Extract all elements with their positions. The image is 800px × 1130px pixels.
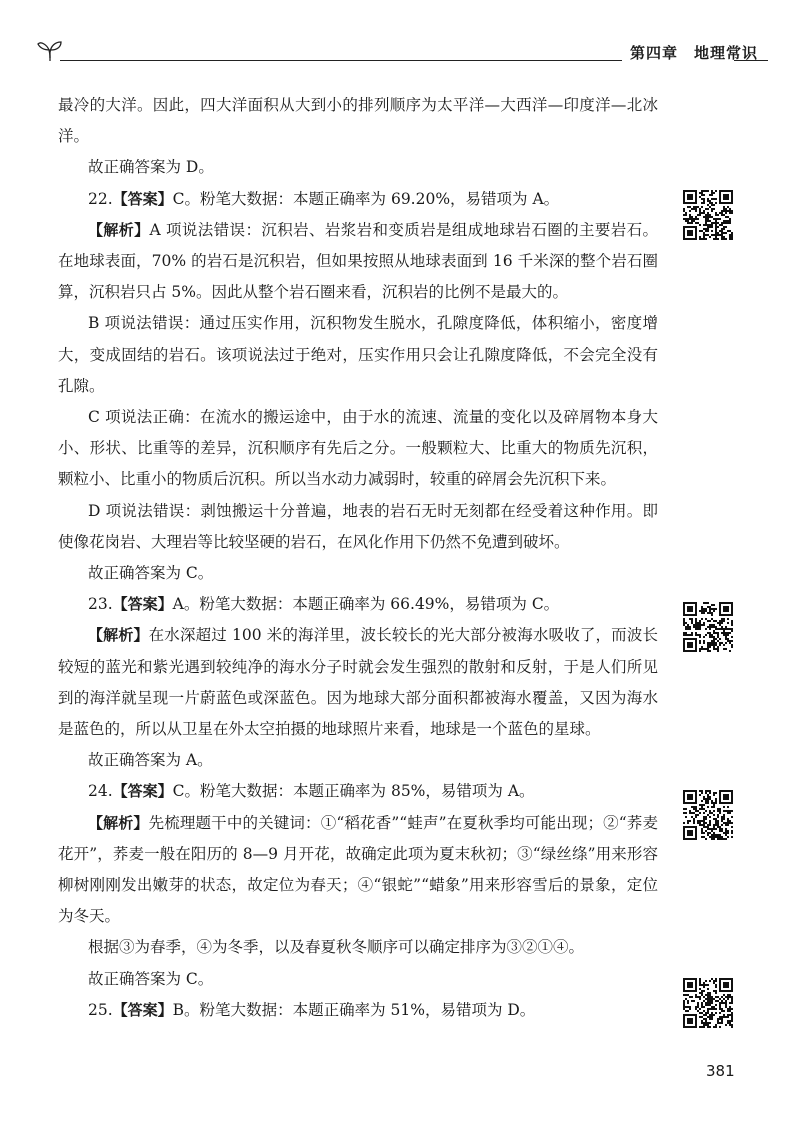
analysis-22: 【解析】A 项说法错误：沉积岩、岩浆岩和变质岩是组成地球岩石圈的主要岩石。在地球表面，70% 的岩石是沉积岩，但如果按照从地球表面到 16 千米深的整个岩石圈算，沉积岩只占 5%。因此从整个岩石圈来看，沉积岩的比例不是最大的。 — [58, 220, 658, 302]
chapter-number: 第四章 — [630, 44, 679, 62]
paragraph: 故正确答案为 A。 — [88, 751, 213, 770]
header-rule-right — [734, 60, 768, 61]
answer-tag: 【答案】 — [112, 1000, 173, 1019]
analysis-tag: 【解析】 — [88, 220, 150, 239]
paragraph: 根据③为春季，④为冬季，以及春夏秋冬顺序可以确定排序为③②①④。 — [88, 938, 585, 957]
paragraph: D 项说法错误：剥蚀搬运十分普遍，地表的岩石无时无刻都在经受着这种作用。即使像花岗岩、大理岩等比较坚硬的岩石，在风化作用下仍然不免遭到破坏。 — [58, 501, 658, 551]
answer-23: 23.【答案】A。粉笔大数据：本题正确率为 66.49%，易错项为 C。 — [88, 595, 560, 614]
analysis-23: 【解析】在水深超过 100 米的海洋里，波长较长的光大部分被海水吸收了，而波长较短的蓝光和紫光遇到较纯净的海水分子时就会发生强烈的散射和反射，于是人们所见到的海洋就呈现一片蔚蓝色或深蓝色。因为地球大部分面积都被海水覆盖，又因为海水是蓝色的，所以从卫星在外太空拍摄的地球照片来看，地球是一个蓝色的星球。 — [58, 626, 658, 739]
qr-code-icon[interactable] — [683, 602, 733, 652]
answer-22: 22.【答案】C。粉笔大数据：本题正确率为 69.20%，易错项为 A。 — [88, 189, 560, 208]
paragraph: 故正确答案为 C。 — [88, 969, 214, 988]
paragraph: 最冷的大洋。因此，四大洋面积从大到小的排列顺序为太平洋—大西洋—印度洋—北冰洋。 — [58, 96, 658, 146]
qr-code-icon[interactable] — [683, 790, 733, 840]
question-number: 24. — [88, 782, 113, 801]
analysis-tag: 【解析】 — [88, 813, 149, 832]
leaf-icon — [36, 34, 64, 62]
header-rule — [60, 60, 622, 61]
analysis-tag: 【解析】 — [88, 626, 149, 645]
page-number: 381 — [706, 1062, 735, 1080]
paragraph: 故正确答案为 C。 — [88, 564, 214, 583]
page-body — [58, 90, 658, 1026]
section-title: 地理常识 — [694, 44, 759, 62]
paragraph: B 项说法错误：通过压实作用，沉积物发生脱水，孔隙度降低，体积缩小，密度增大，变成固结的岩石。该项说法过于绝对，压实作用只会让孔隙度降低，不会完全没有孔隙。 — [58, 314, 658, 395]
question-number: 25. — [88, 1000, 113, 1019]
qr-code-icon[interactable] — [683, 190, 733, 240]
answer-tag: 【答案】 — [112, 782, 173, 801]
answer-24: 24.【答案】C。粉笔大数据：本题正确率为 85%，易错项为 A。 — [88, 782, 535, 801]
answer-tag: 【答案】 — [112, 595, 173, 614]
analysis-24: 【解析】先梳理题干中的关键词：①“稻花香”“蛙声”在夏秋季均可能出现；②“荞麦花开”，荞麦一般在阳历的 8—9 月开花，故确定此项为夏末秋初；③“绿丝绦”用来形容柳树刚刚发出嫩芽的状态，故定位为春天；④“银蛇”“蜡象”用来形容雪后的景象，定位为冬天。 — [58, 813, 658, 926]
paragraph: 故正确答案为 D。 — [88, 158, 214, 177]
answer-25: 25.【答案】B。粉笔大数据：本题正确率为 51%，易错项为 D。 — [88, 1000, 536, 1019]
paragraph: C 项说法正确：在流水的搬运途中，由于水的流速、流量的变化以及碎屑物本身大小、形状、比重等的差异，沉积顺序有先后之分。一般颗粒大、比重大的物质先沉积，颗粒小、比重小的物质后沉积。所以当水动力减弱时，较重的碎屑会先沉积下来。 — [58, 408, 658, 489]
qr-code-icon[interactable] — [683, 978, 733, 1028]
question-number: 22. — [88, 189, 113, 208]
question-number: 23. — [88, 595, 113, 614]
answer-tag: 【答案】 — [112, 189, 173, 208]
page-header — [36, 34, 766, 66]
